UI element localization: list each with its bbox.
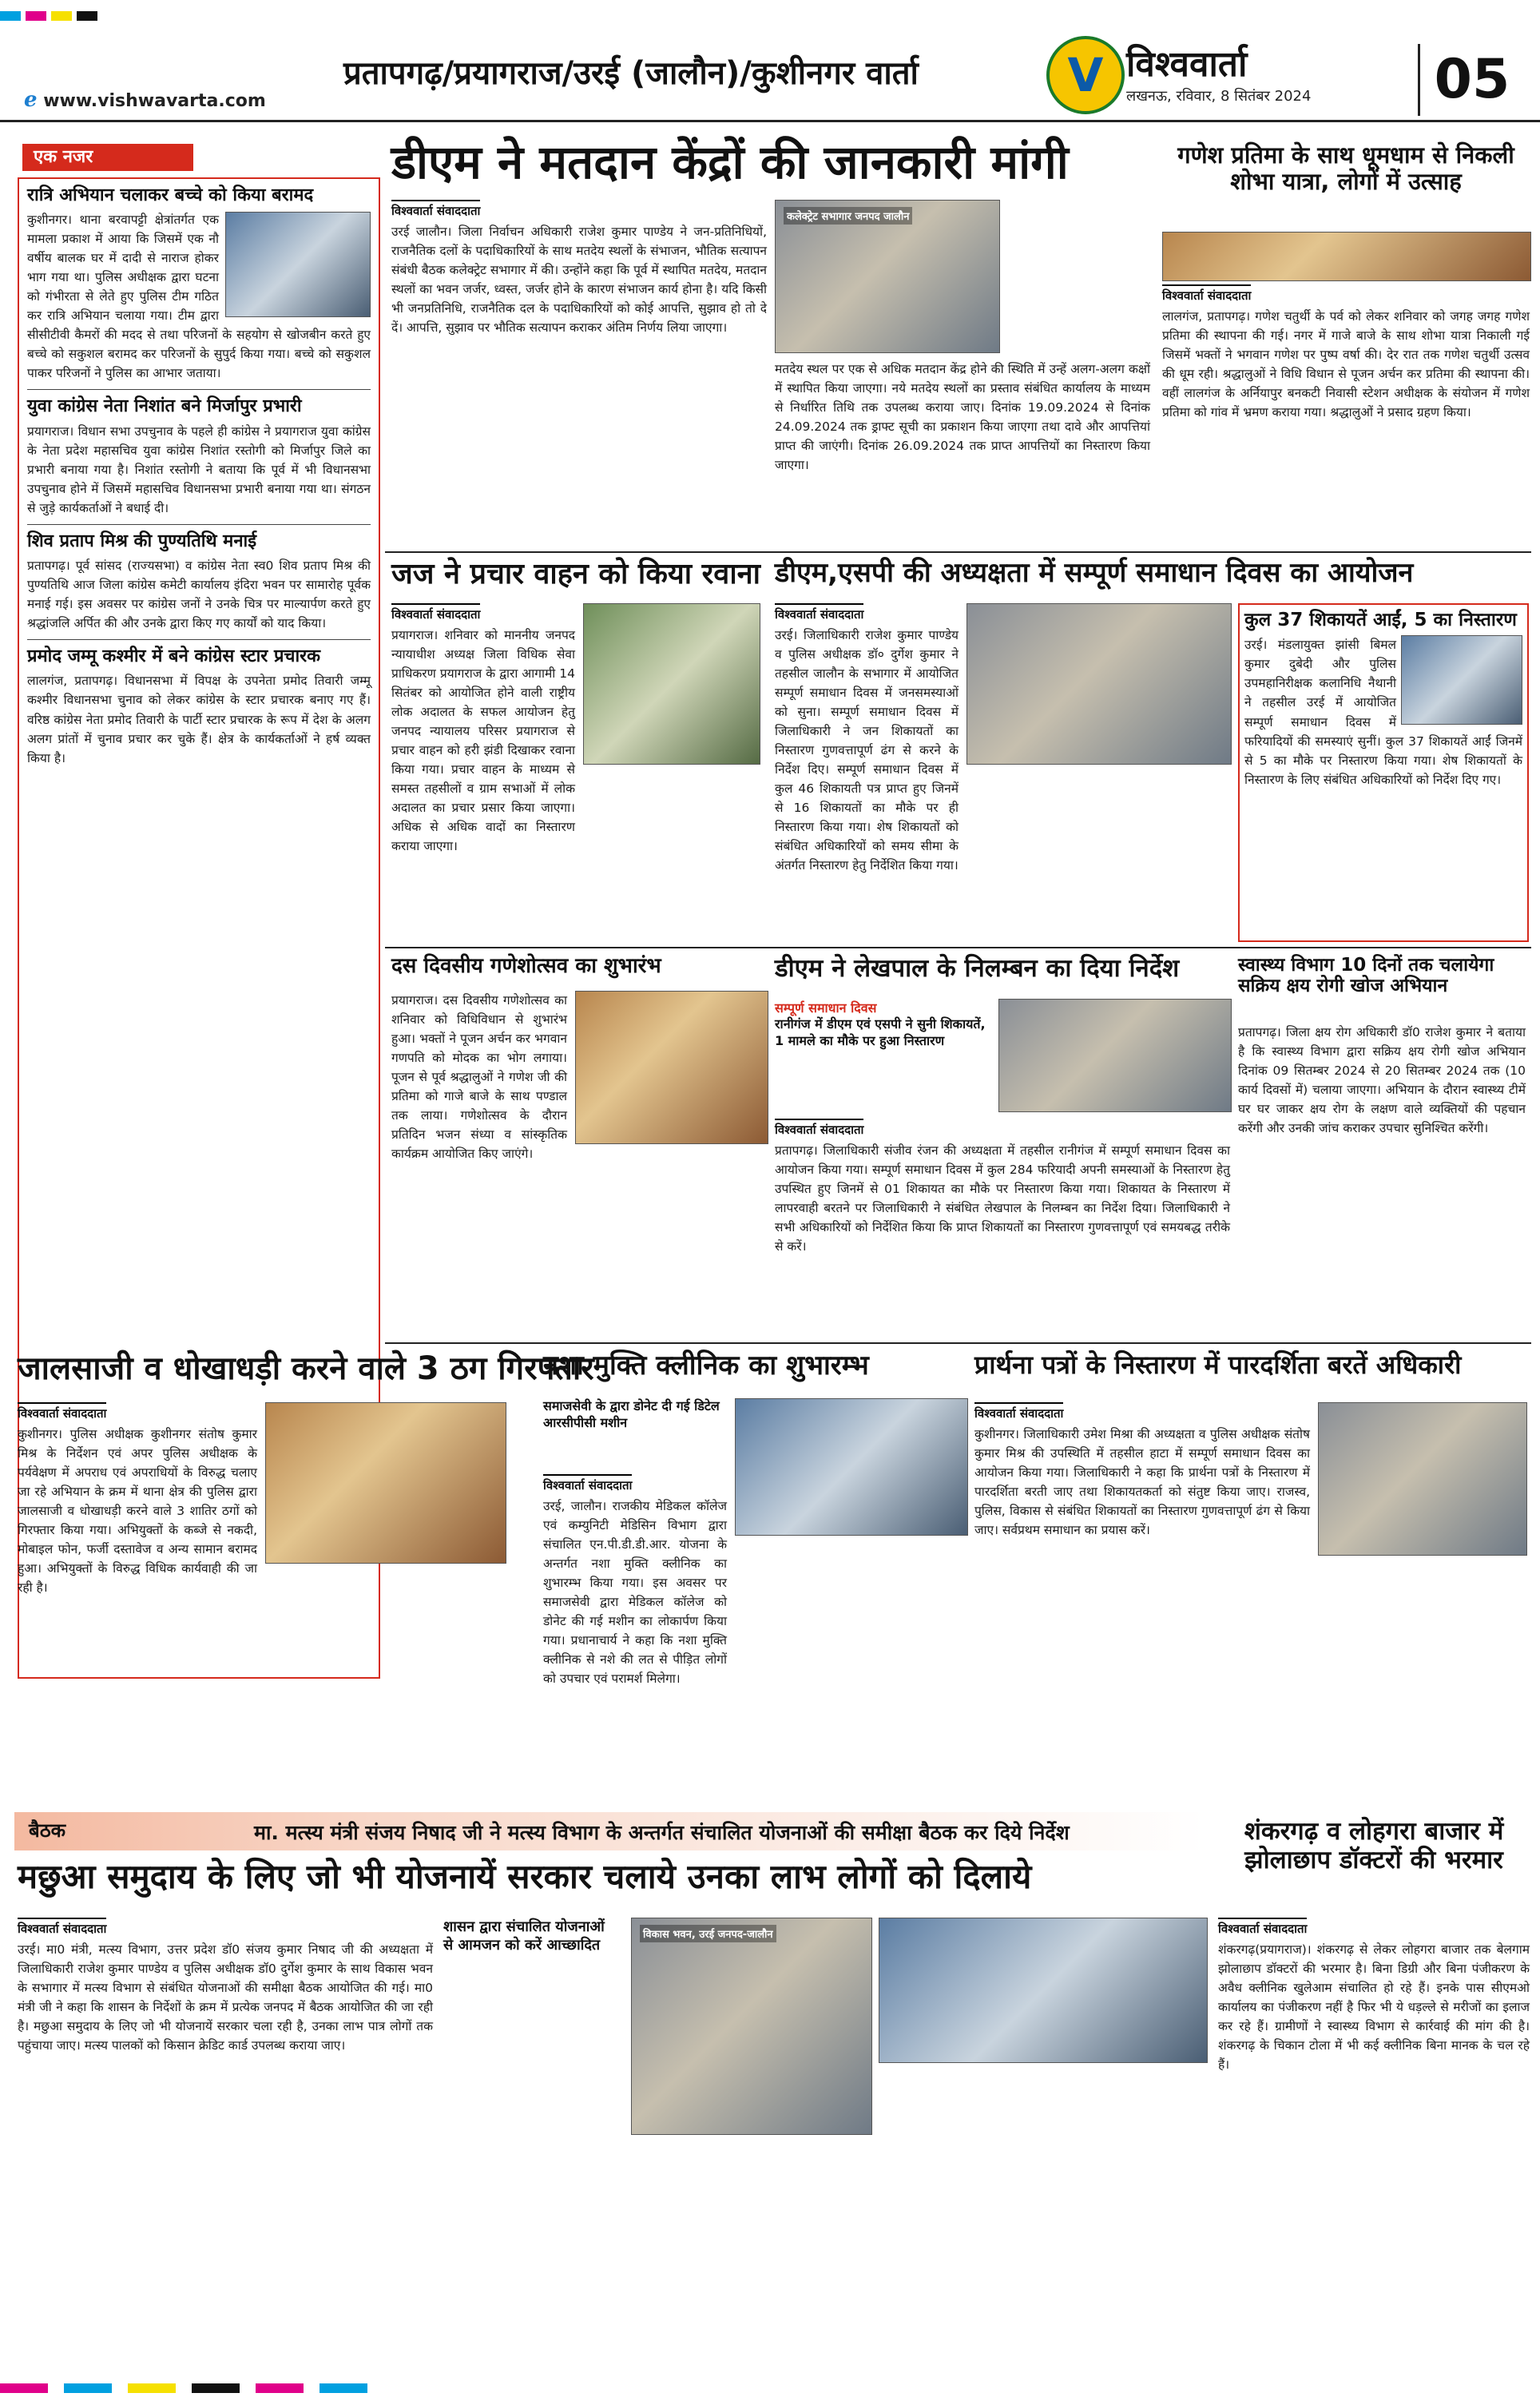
divider — [385, 1342, 1531, 1344]
swasthya-body: प्रतापगढ़। जिला क्षय रोग अधिकारी डॉ0 राजेश कुमार ने बताया है कि स्वास्थ्य विभाग द्वारा सक्रिय क्षय रोगी खोज अभियान दिनांक 09 सितम्बर 2024 से 20 सितम्बर 2024 तक (10 कार्य दिवसों में) चलाया जाएगा। अभियान के दौरान स्वास्थ्य टीमें घर घर जाकर क्षय रोग के लक्षण वाले व्यक्तियों की पहचान करेंगी और उनकी जांच कराकर उपचार सुनिश्चित करेंगी। — [1238, 1025, 1526, 1136]
lekhpal-headline-wrap — [775, 955, 1230, 995]
ganesh-body: लालगंज, प्रतापगढ़। गणेश चतुर्थी के पर्व को लेकर शनिवार को जगह जगह गणेश प्रतिमा की स्थापना की गई। नगर में गाजे बाजे के साथ शोभा यात्रा निकाली गई जिसमें भक्तों ने भगवान गणेश पर पुष्प वर्षा की। देर रात तक गणेश चतुर्थी उत्सव की धूम रही। श्रद्धालुओं ने विधि विधान से पूजन अर्चन कर प्रतिमा की स्थापना की। वहीं लालगंज के अर्नियापुर बनकटी निवासी स्टेशन अधीक्षक के संयोजन में गणेश प्रतिमा को गांव में भ्रमण कराया गया। श्रद्धालुओं ने प्रसाद ग्रहण किया। — [1162, 309, 1530, 420]
swasthya-headline-wrap — [1238, 955, 1526, 1019]
ek-nazar-headline-3: शिव प्रताप मिश्र की पुण्यतिथि मनाई — [27, 531, 257, 551]
kul37-box — [1238, 603, 1529, 942]
lekhpal-kicker-wrap — [775, 999, 990, 1071]
dm-matdan-headline-wrap — [391, 136, 1150, 190]
ek-nazar-headline-4: प्रमोद जम्मू कश्मीर में बने कांग्रेस स्टार प्रचारक — [27, 646, 321, 667]
byline: विश्ववार्ता संवाददाता — [775, 1119, 863, 1138]
photo-caption: विकास भवन, उरई जनपद-जालौन — [640, 1925, 776, 1942]
byline: विश्ववार्ता संवाददाता — [543, 1474, 632, 1493]
prarthana-headline-wrap — [974, 1350, 1534, 1394]
baithak-label: बैठक — [29, 1819, 66, 1842]
dm-matdan-headline: डीएम ने मतदान केंद्रों की जानकारी मांगी — [391, 135, 1069, 189]
sampoorna-body: उरई। जिलाधिकारी राजेश कुमार पाण्डेय व पुलिस अधीक्षक डॉ० दुर्गेश कुमार ने तहसील जालौन के सभागार में आयोजित सम्पूर्ण समाधान दिवस में जनसमस्याओं को सुना। सम्पूर्ण समाधान दिवस में जिलाधिकारी ने जन शिकायतों का निस्तारण गुणवत्तापूर्ण ढंग से करने के निर्देश दिए। सम्पूर्ण समाधान दिवस में कुल 46 शिकायती पत्र प्राप्त हुए जिनमें से 16 शिकायतों का मौके पर ही निस्तारण किया गया। शेष शिकायतों को संबंधित अधिकारियों को समय सीमा के अंतर्गत निस्तारण हेतु निर्देशित किया गया। — [775, 628, 959, 873]
jholachhap-body-wrap — [1218, 1918, 1530, 2373]
website-link[interactable] — [24, 88, 266, 112]
masthead — [0, 0, 1540, 122]
machhua-headline-wrap — [18, 1858, 1208, 1910]
jaalsaazi-body-wrap — [18, 1402, 257, 1802]
jaj-headline: जज ने प्रचार वाहन को किया रवाना — [391, 558, 760, 590]
ek-nazar-body-4: लालगंज, प्रतापगढ़। विधानसभा में विपक्ष के उपनेता प्रमोद तिवारी जम्मू कश्मीर विधानसभा चुनाव को लेकर कांग्रेस के स्टार प्रचारक बनाए गए हैं। वरिष्ठ कांग्रेस नेता प्रमोद तिवारी के पार्टी स्टार प्रचारक के रूप में देश के अलग अलग प्रांतों में चुनाव प्रचार कर चुके हैं। क्षेत्र के कार्यकर्ताओं ने हर्ष व्यक्त किया है। — [27, 674, 371, 765]
news-photo — [966, 603, 1232, 765]
news-photo — [265, 1402, 506, 1564]
jholachhap-headline-wrap — [1218, 1818, 1530, 1906]
byline: विश्ववार्ता संवाददाता — [775, 603, 863, 622]
news-photo — [879, 1918, 1208, 2063]
prarthana-body-wrap — [974, 1402, 1310, 1802]
nasha-kicker: समाजसेवी के द्वारा डोनेट दी गई डिटेल आरसीपीसी मशीन — [543, 1398, 720, 1430]
ganesh-headline: गणेश प्रतिमा के साथ धूमधाम से निकली शोभा यात्रा, लोगों में उत्साह — [1177, 141, 1514, 196]
machhua-body: उरई। मा0 मंत्री, मत्स्य विभाग, उत्तर प्रदेश डॉ0 संजय कुमार निषाद जी की अध्यक्षता में जिलाधिकारी राजेश कुमार पाण्डेय व पुलिस अधीक्षक डॉ0 दुर्गेश कुमार के साथ विकास भवन के सभागार में मत्स्य विभाग से संबंधित योजनाओं की समीक्षा बैठक आयोजित की गई। मा0 मंत्री जी ने कहा कि शासन के निर्देशों के क्रम में प्रत्येक जनपद में बैठक आयोजित की जा रही है। मछुआ समुदाय के लिए जो भी योजनायें सरकार चला रही है, उनका लाभ पात्र लोगों तक पहुंचाया जाए। मत्स्य पालकों को किसान क्रेडिट कार्ड उपलब्ध कराया जाए। — [18, 1942, 433, 2053]
byline: विश्ववार्ता संवाददाता — [18, 1918, 106, 1937]
ganeshotsav-headline: दस दिवसीय गणेशोत्सव का शुभारंभ — [391, 954, 661, 978]
photo-caption: कलेक्ट्रेट सभागार जनपद जालौन — [784, 207, 912, 225]
divider — [385, 947, 1531, 948]
kul37-body: उरई। मंडलायुक्त झांसी बिमल कुमार दुबेदी और पुलिस उपमहानिरीक्षक कलानिधि नैथानी ने तहसील उरई में आयोजित सम्पूर्ण समाधान दिवस में फरियादियों की समस्याएं सुनीं। कुल 37 शिकायतें आईं जिनमें से 5 का मौके पर निस्तारण किया गया। शेष शिकायतों के निस्तारण के लिए संबंधित अधिकारियों को निर्देश दिए गए। — [1244, 638, 1522, 787]
ek-nazar-body-2: प्रयागराज। विधान सभा उपचुनाव के पहले ही कांग्रेस ने प्रयागराज युवा कांग्रेस के नेता प्रदेश महासचिव युवा कांग्रेस निशांत रस्तोगी को मिर्जापुर जिले का प्रभारी बनाया गया है। निशांत रस्तोगी ने बताया कि पूर्व में भी विधानसभा उपचुनाव होने में जिसमें महासचिव विधानसभा प्रभारी बनाया गया था। संगठन से जुड़े कार्यकर्ताओं ने बधाई दी। — [27, 423, 371, 515]
dm-matdan-col-2 — [775, 360, 1150, 543]
jaalsaazi-body: कुशीनगर। पुलिस अधीक्षक कुशीनगर संतोष कुमार मिश्र के निर्देशन एवं अपर पुलिस अधीक्षक के पर्यवेक्षण में अपराध एवं अपराधियों के विरुद्ध चलाए जा रहे अभियान के क्रम में थाना क्षेत्र की पुलिस द्वारा जालसाजी व धोखाधड़ी करने वाले 3 शातिर ठगों को गिरफ्तार किया गया। अभियुक्तों के कब्जे से नकदी, मोबाइल फोन, फर्जी दस्तावेज व अन्य सामान बरामद हुआ। अभियुक्तों के विरुद्ध विधिक कार्यवाही की जा रही है। — [18, 1427, 257, 1596]
sampoorna-headline: डीएम,एसपी की अध्यक्षता में सम्पूर्ण समाधान दिवस का आयोजन — [775, 557, 1414, 589]
jaj-body-wrap — [391, 603, 575, 939]
news-photo — [1401, 635, 1522, 725]
ek-nazar-headline-2: युवा कांग्रेस नेता निशांत बने मिर्जापुर प्रभारी — [27, 396, 302, 417]
ek-nazar-tag: एक नजर — [22, 144, 193, 171]
swasthya-body-wrap — [1238, 1023, 1526, 1334]
news-photo — [575, 991, 768, 1144]
dm-matdan-col-1 — [391, 200, 767, 543]
sampoorna-headline-wrap — [775, 558, 1534, 598]
byline: विश्ववार्ता संवाददाता — [391, 603, 480, 622]
dm-matdan-body-2: मतदेय स्थल पर एक से अधिक मतदान केंद्र होने की स्थिति में उन्हें अलग-अलग कक्षों में स्थापित किया जाएगा। नये मतदेय स्थलों का प्रस्ताव संबंधित कार्यालय के माध्यम से निर्धारित तिथि तक उपलब्ध कराया जाए। दिनांक 19.09.2024 से दिनांक 24.09.2024 तक ड्राफ्ट सूची का प्रकाशन किया जाएगा तथा दावे और आपत्तियां प्राप्त की जाएंगी। दिनांक 26.09.2024 तक प्राप्त आपत्तियों का निस्तारण किया जाएगा। — [775, 362, 1150, 473]
prarthana-headline: प्रार्थना पत्रों के निस्तारण में पारदर्शिता बरतें अधिकारी — [974, 1350, 1462, 1380]
e-browser-icon: ℯ — [24, 88, 38, 112]
jholachhap-headline: शंकरगढ़ व लोहगरा बाजार में झोलाछाप डॉक्टरों की भरमार — [1244, 1817, 1504, 1874]
divider — [385, 551, 1531, 553]
website-url: www.vishwavarta.com — [43, 91, 266, 111]
nasha-headline-wrap — [543, 1350, 966, 1394]
lekhpal-kicker: रानीगंज में डीएम एवं एसपी ने सुनी शिकायतें, 1 मामले का मौके पर हुआ निस्तारण — [775, 1016, 986, 1048]
jaj-body: प्रयागराज। शनिवार को माननीय जनपद न्यायाधीश अध्यक्ष जिला विधिक सेवा प्राधिकरण प्रयागराज के द्वारा आगामी 14 सितंबर को आयोजित होने वाली राष्ट्रीय लोक अदालत के सफल आयोजन हेतु जनपद न्यायालय परिसर प्रयागराज से प्रचार वाहन को हरी झंडी दिखाकर रवाना किया गया। प्रचार वाहन के माध्यम से समस्त तहसीलों व ग्राम सभाओं में लोक अदालत का प्रचार प्रसार किया जाएगा। अधिक से अधिक वादों का निस्तारण कराया जाएगा। — [391, 628, 575, 854]
nasha-body: उरई, जालौन। राजकीय मेडिकल कॉलेज एवं कम्युनिटी मेडिसिन विभाग द्वारा संचालित एन.पी.डी.डी.आर. योजना के अन्तर्गत नशा मुक्ति क्लीनिक का शुभारम्भ किया गया। इस अवसर पर समाजसेवी द्वारा मेडिकल कॉलेज को डोनेट की गई मशीन का लोकार्पण किया गया। प्रधानाचार्य ने कहा कि नशा मुक्ति क्लीनिक से नशे की लत से पीड़ित लोगों को उपचार एवं परामर्श मिलेगा। — [543, 1499, 727, 1687]
news-photo — [225, 212, 371, 317]
news-photo — [631, 1918, 872, 2135]
ganesh-headline-wrap — [1162, 142, 1530, 230]
lekhpal-body: प्रतापगढ़। जिलाधिकारी संजीव रंजन की अध्यक्षता में तहसील रानीगंज में सम्पूर्ण समाधान दिवस का आयोजन किया गया। सम्पूर्ण समाधान दिवस में कुल 284 फरियादी अपनी समस्याओं के निस्तारण हेतु उपस्थित हुए जिनमें से 01 शिकायत का मौके पर निस्तारण किया गया। शिकायत के निस्तारण में लापरवाही बरतने पर जिलाधिकारी ने संबंधित लेखपाल के निलम्बन का निर्देश दिया। जिलाधिकारी ने सभी अधिकारियों को निर्देशित किया कि प्राप्त शिकायतों का निस्तारण गुणवत्तापूर्ण एवं समयबद्ध तरीके से करें। — [775, 1143, 1230, 1254]
lekhpal-body-wrap — [775, 1119, 1230, 1334]
regional-title: प्रतापगढ़/प्रयागराज/उरई (जालौन)/कुशीनगर वार्ता — [343, 55, 919, 92]
lekhpal-kicker-bullet: सम्पूर्ण समाधान दिवस — [775, 1000, 877, 1016]
news-photo — [775, 200, 1000, 353]
page-number: 05 — [1418, 44, 1524, 116]
news-photo — [735, 1398, 968, 1536]
prarthana-body: कुशीनगर। जिलाधिकारी उमेश मिश्रा की अध्यक्षता व पुलिस अधीक्षक संतोष कुमार मिश्र की उपस्थिति में तहसील हाटा में सम्पूर्ण समाधान दिवस का आयोजन किया गया। जिलाधिकारी ने कहा कि प्रार्थना पत्रों के निस्तारण में पारदर्शिता बरती जाए तथा शिकायतकर्ता को संतुष्ट किया जाए। राजस्व, पुलिस, विकास से संबंधित शिकायतों का निस्तारण गुणवत्तापूर्ण ढंग से किया जाए। सर्वप्रथम समाधान का प्रयास करें। — [974, 1427, 1310, 1538]
dateline: लखनऊ, रविवार, 8 सितंबर 2024 — [1126, 88, 1312, 105]
ek-nazar-headline-1: रात्रि अभियान चलाकर बच्चे को किया बरामद — [27, 185, 314, 205]
news-photo — [1162, 232, 1531, 281]
news-photo — [998, 999, 1232, 1112]
machhua-headline: मछुआ समुदाय के लिए जो भी योजनायें सरकार चलाये उनका लाभ लोगों को दिलाये — [18, 1857, 1032, 1896]
sampoorna-body-wrap — [775, 603, 959, 939]
machhua-kicker: शासन द्वारा संचालित योजनाओं से आमजन को करें आच्छादित — [443, 1918, 605, 1954]
jholachhap-body: शंकरगढ़(प्रयागराज)। शंकरगढ़ से लेकर लोहगरा बाजार तक बेलगाम झोलाछाप डॉक्टरों की भरमार है। बिना डिग्री और बिना पंजीकरण के अवैध क्लीनिक खुलेआम संचालित हो रहे हैं। इनके पास सीएमओ कार्यालय का पंजीकरण नहीं है फिर भी ये धड़ल्ले से मरीजों का इलाज कर रहे हैं। ग्रामीणों ने स्वास्थ्य विभाग से कार्रवाई की मांग की है। शंकरगढ़ के चिकान टोला में भी कई क्लीनिक बिना मानक के चल रहे हैं। — [1218, 1942, 1530, 2073]
machhua-kicker-wrap — [443, 1918, 619, 1990]
machhua-body-wrap — [18, 1918, 433, 2373]
byline: विश्ववार्ता संवाददाता — [391, 200, 480, 219]
nasha-headline: नशा मुक्ति क्लीनिक का शुभारम्भ — [543, 1350, 869, 1381]
jaalsaazi-headline: जालसाजी व धोखाधड़ी करने वाले 3 ठग गिरफ्तार — [18, 1350, 594, 1387]
swasthya-headline: स्वास्थ्य विभाग 10 दिनों तक चलायेगा सक्रिय क्षय रोगी खोज अभियान — [1238, 955, 1494, 997]
byline: विश्ववार्ता संवाददाता — [18, 1402, 106, 1421]
jaj-headline-wrap — [391, 558, 767, 598]
byline: विश्ववार्ता संवाददाता — [1218, 1918, 1307, 1937]
byline: विश्ववार्ता संवाददाता — [1162, 284, 1251, 304]
nasha-kicker-wrap — [543, 1398, 727, 1470]
print-registration-marks — [0, 2377, 1540, 2401]
jaalsaazi-headline-wrap — [18, 1350, 594, 1394]
lekhpal-headline: डीएम ने लेखपाल के निलम्बन का दिया निर्देश — [775, 954, 1180, 983]
vishwavarta-logo: V — [1046, 36, 1125, 114]
baithak-strap: मा. मत्स्य मंत्री संजय निषाद जी ने मत्स्य विभाग के अन्तर्गत संचालित योजनाओं की समीक्षा बैठक कर दिये निर्देश — [254, 1821, 1070, 1844]
ganesh-body-wrap — [1162, 284, 1530, 548]
dm-matdan-body-1: उरई जालौन। जिला निर्वाचन अधिकारी राजेश कुमार पाण्डेय ने जन-प्रतिनिधियों, राजनैतिक दलों के पदाधिकारियों के साथ मतदेय स्थलों के संभाजन, भौतिक सत्यापन संबंधी बैठक कलेक्ट्रेट सभागार में की। उन्होंने कहा कि पूर्व में स्थापित मतदेय, मतदान स्थलों का भवन जर्जर, ध्वस्त, जर्जर होने के कारण संभाजन कार्य होना है। यदि किसी भी जनप्रतिनिधि, राजनैतिक दल के पदाधिकारियों को कोई आपत्ति, सुझाव हो तो दे दें। आपत्ति, सुझाव पर भौतिक सत्यापन कराकर अंतिम निर्णय लिया जाएगा। — [391, 225, 767, 336]
nasha-body-wrap — [543, 1474, 727, 1802]
kul37-headline: कुल 37 शिकायतें आईं, 5 का निस्तारण — [1244, 610, 1517, 630]
byline: विश्ववार्ता संवाददाता — [974, 1402, 1063, 1421]
ek-nazar-body-3: प्रतापगढ़। पूर्व सांसद (राज्यसभा) व कांग्रेस नेता स्व0 शिव प्रताप मिश्र की पुण्यतिथि आज जिला कांग्रेस कमेटी कार्यालय इंदिरा भवन पर सामारोह पूर्वक मनाई गई। इस अवसर पर कांग्रेस जनों ने उनके चित्र पर माल्यार्पण करते हुए श्रद्धांजलि अर्पित की और उनके द्वारा किए गए कार्यों को याद किया। — [27, 559, 371, 631]
ganeshotsav-headline-wrap — [391, 955, 767, 987]
baithak-band — [14, 1812, 1205, 1850]
brand-name: विश्ववार्ता — [1126, 44, 1248, 85]
ganeshotsav-body: प्रयागराज। दस दिवसीय गणेशोत्सव का शनिवार को विधिविधान से शुभारंभ हुआ। भक्तों ने पूजन अर्चन कर भगवान गणपति को मोदक का भोग लगाया। पूजन से पूर्व श्रद्धालुओं ने गणेश जी की प्रतिमा को गाजे बाजे के साथ पण्डाल तक लाया। गणेशोत्सव के दौरान प्रतिदिन भजन संध्या व सांस्कृतिक कार्यक्रम आयोजित किए जाएंगे। — [391, 993, 567, 1162]
ganeshotsav-body-wrap — [391, 991, 567, 1334]
news-photo — [583, 603, 760, 765]
news-photo — [1318, 1402, 1527, 1556]
ek-nazar-body-1: कुशीनगर। थाना बरवापट्टी क्षेत्रांतर्गत एक मामला प्रकाश में आया कि जिसमें एक नौ वर्षीय बालक घर में दादी से नाराज होकर भाग गया था। पुलिस अधीक्षक द्वारा घटना को गंभीरता से लेते हुए पुलिस टीम गठित कर रात्रि अभियान चलाया गया। टीम द्वारा सीसीटीवी कैमरों की मदद से तथा परिजनों के सहयोग से खोजबीन करते हुए बच्चे को सकुशल बरामद कर परिजनों के सुपुर्द किया गया। बच्चे को सकुशल पाकर परिजनों ने पुलिस का आभार जताया। — [27, 213, 371, 381]
